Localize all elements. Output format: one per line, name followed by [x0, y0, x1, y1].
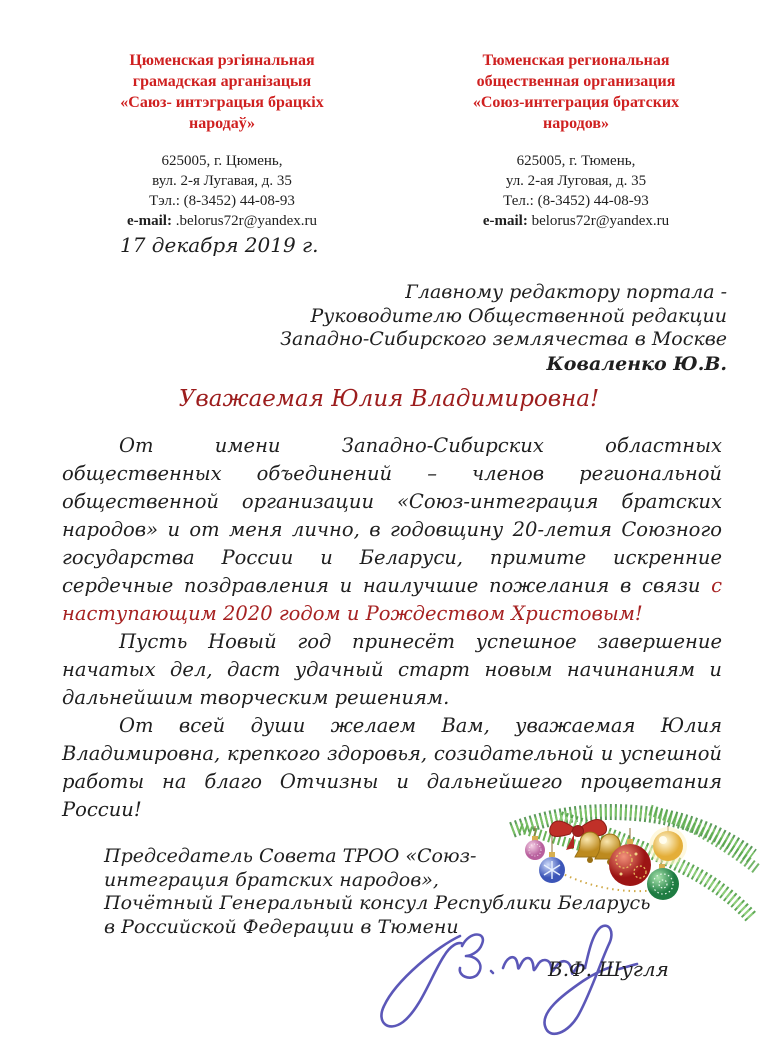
body-paragraph-1-red: с наступающим 2020 годом и Рождеством Христовым!	[62, 574, 722, 625]
address-left	[66, 151, 378, 231]
addressee-line: Руководителю Общественной редакции	[310, 304, 727, 327]
signature-title-line: в Российской Федерации в Тюмени	[104, 915, 459, 938]
signature-title-line: Почётный Генеральный консул Республики Беларусь	[104, 892, 651, 914]
letter-date: 17 декабря 2019 г.	[120, 233, 319, 257]
address-left-line: вул. 2-я Лугавая, д. 35	[152, 173, 292, 189]
body-paragraph-3: От всей души желаем Вам, уважаемая Юлия Владимировна, крепкого здоровья, созидательной и успешной работы на благо Отчизны и дальнейшего процветания России!	[62, 714, 722, 821]
email-value-right: belorus72r@yandex.ru	[527, 213, 670, 229]
signature-title-line: интеграция братских народов»,	[104, 868, 439, 891]
body-paragraph-1-black: От имени Западно-Сибирских областных общественных объединений – членов региональной общественной организации «Союз-интеграция братских народов» и от меня лично, в годовщину 20-летия Союзного государства России и Беларуси, примите искренние сердечные поздравления и наилучшие пожелания в связи	[62, 434, 722, 597]
address-right-line: Тел.: (8-3452) 44-08-93	[503, 193, 649, 209]
letter-body	[62, 432, 722, 824]
address-right-line: ул. 2-ая Луговая, д. 35	[505, 173, 647, 189]
email-line-left	[66, 211, 378, 231]
org-name-right-line: Тюменская региональная	[482, 52, 670, 69]
address-left-line: 625005, г. Цюмень,	[161, 153, 283, 169]
org-name-right-line: «Союз-интеграция братских	[472, 94, 680, 111]
addressee-line: Западно-Сибирского землячества в Москве	[280, 328, 727, 350]
org-name-right-line: народов»	[543, 115, 609, 132]
body-paragraph-1	[62, 432, 722, 628]
address-right-line: 625005, г. Тюмень,	[516, 153, 636, 169]
org-name-right	[420, 50, 732, 134]
addressee-line: Главному редактору портала -	[405, 281, 727, 303]
addressee-name: Коваленко Ю.В.	[546, 352, 727, 375]
org-name-left-line: народаў»	[189, 115, 255, 132]
email-line-right	[420, 211, 732, 231]
addressee-block	[247, 281, 727, 376]
gold-ornament-ball	[649, 827, 687, 865]
email-label-left: e-mail:	[126, 213, 172, 229]
org-name-left-line: «Саюз- интэграцыя брацкіх	[120, 94, 324, 111]
email-value-left: .belorus72r@yandex.ru	[171, 213, 317, 229]
salutation: Уважаемая Юлия Владимировна!	[178, 386, 600, 412]
org-name-left-line: Цюменская рэгіянальная	[129, 52, 315, 69]
signature-title-line: Председатель Совета ТРОО «Союз-	[104, 845, 477, 867]
handwritten-signature-image	[320, 918, 640, 1046]
org-name-left-line: грамадская арганізацыя	[132, 73, 312, 90]
email-label-right: e-mail:	[482, 213, 528, 229]
org-name-right-line: общественная организация	[476, 73, 676, 90]
org-name-left	[66, 50, 378, 134]
address-right	[420, 151, 732, 231]
body-paragraph-2: Пусть Новый год принесёт успешное завершение начатых дел, даст удачный старт новым начинаниям и дальнейшим творческим решениям.	[62, 630, 722, 709]
letterhead-right	[420, 50, 732, 231]
letterhead-left	[66, 50, 378, 231]
signer-name: В.Ф. Шугля	[548, 957, 669, 981]
address-left-line: Тэл.: (8-3452) 44-08-93	[149, 193, 295, 209]
